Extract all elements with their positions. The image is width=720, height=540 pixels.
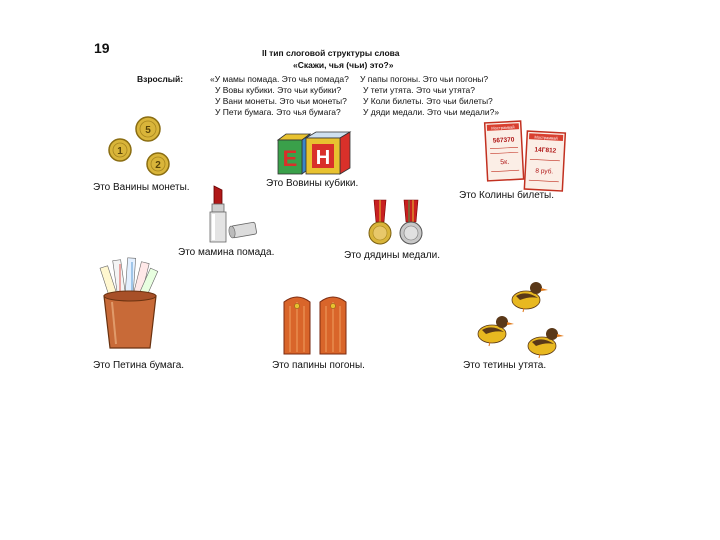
- svg-text:567370: 567370: [492, 136, 515, 145]
- medals-illustration: [364, 196, 434, 252]
- tickets-illustration: [482, 118, 572, 193]
- lipstick-illustration: [198, 184, 268, 246]
- paper-cup-illustration: [98, 256, 164, 352]
- medal-left: [369, 200, 391, 244]
- svg-text:14Г812: 14Г812: [534, 146, 557, 155]
- medal-right: [400, 200, 422, 244]
- question-right-4: У дяди медали. Это чьи медали?»: [363, 107, 500, 117]
- svg-text:2: 2: [155, 160, 161, 171]
- caption-lipstick: Это мамина помада.: [178, 247, 275, 258]
- caption-paper: Это Петина бумага.: [93, 360, 185, 371]
- caption-cubes: Это Вовины кубики.: [266, 178, 359, 189]
- ticket-right: [524, 131, 565, 191]
- coin-2: [147, 153, 169, 175]
- caption-tickets: Это Колины билеты.: [459, 190, 554, 201]
- duckling-top: [512, 282, 548, 312]
- svg-text:8 руб.: 8 руб.: [535, 167, 554, 176]
- caption-medals: Это дядины медали.: [344, 250, 440, 261]
- svg-text:1: 1: [117, 146, 123, 157]
- cube-e: [278, 134, 310, 174]
- question-right-2: У тети утята. Это чьи утята?: [363, 85, 475, 95]
- ducklings-illustration: [468, 276, 572, 362]
- coin-5: [136, 117, 160, 141]
- svg-text:Мострамвай: Мострамвай: [534, 134, 558, 141]
- caption-ducklings: Это тетины утята.: [463, 360, 547, 371]
- svg-text:Мострамвай: Мострамвай: [491, 124, 515, 131]
- lipstick-tube: [210, 186, 226, 242]
- coin-1: [109, 139, 131, 161]
- question-left-2: У Вовы кубики. Это чьи кубики?: [215, 85, 342, 95]
- question-right-1: У папы погоны. Это чьи погоны?: [360, 74, 489, 84]
- svg-text:5к.: 5к.: [500, 158, 510, 167]
- svg-text:5: 5: [145, 125, 151, 136]
- duckling-bottom-left: [478, 316, 514, 346]
- svg-text:Е: Е: [282, 146, 298, 171]
- cube-h: [306, 132, 350, 174]
- page-number: 19: [94, 40, 110, 56]
- header-subtitle: «Скажи, чья (чьи) это?»: [293, 60, 394, 70]
- caption-coins: Это Ванины монеты.: [93, 182, 190, 193]
- duckling-bottom-right: [528, 328, 564, 358]
- coins-illustration: [100, 112, 180, 182]
- epaulet-left: [284, 297, 310, 354]
- svg-text:Н: Н: [315, 147, 331, 169]
- epaulets-illustration: [280, 294, 354, 358]
- ticket-left: [485, 121, 524, 181]
- adult-label: Взрослый:: [137, 74, 184, 84]
- lipstick-cap: [228, 222, 257, 238]
- caption-epaulets: Это папины погоны.: [272, 360, 365, 371]
- cubes-illustration: [272, 130, 362, 180]
- header-title: II тип слоговой структуры слова: [262, 48, 400, 58]
- epaulet-right: [320, 297, 346, 354]
- question-right-3: У Коли билеты. Это чьи билеты?: [363, 96, 493, 106]
- question-left-3: У Вани монеты. Это чьи монеты?: [215, 96, 347, 106]
- question-left-4: У Пети бумага. Это чья бумага?: [215, 107, 341, 117]
- question-left-1: «У мамы помада. Это чья помада?: [210, 74, 349, 84]
- cup: [104, 291, 156, 348]
